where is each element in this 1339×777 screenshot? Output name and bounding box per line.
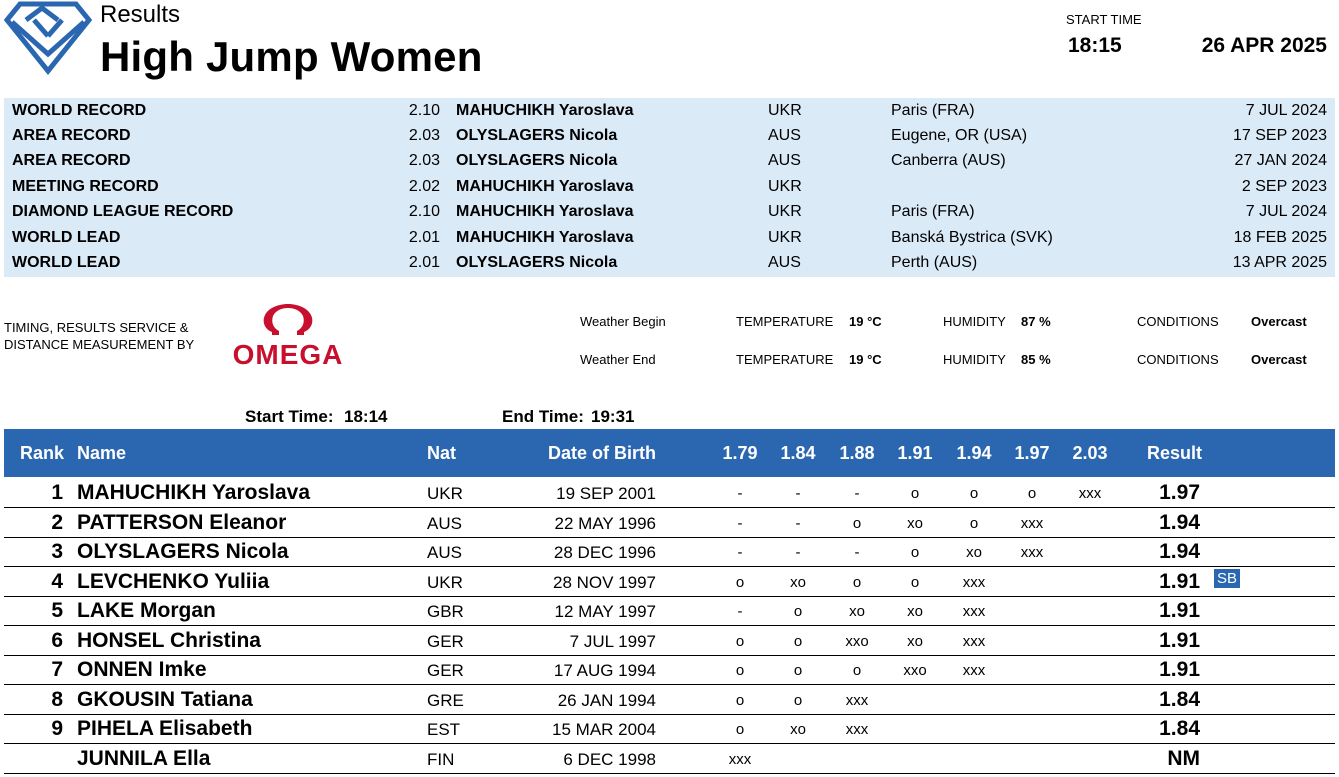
record-venue: Paris (FRA) — [891, 203, 975, 220]
attempt-cell: o — [735, 662, 745, 679]
attempt-cell: o — [910, 485, 920, 502]
record-mark: 2.10 — [408, 203, 440, 220]
attempt-cell: xo — [907, 632, 923, 650]
attempt-cell: o — [852, 514, 862, 532]
athlete-dob: 26 JAN 1994 — [557, 690, 656, 710]
attempt-cell: - — [854, 544, 860, 561]
attempt-cell: - — [854, 485, 860, 502]
record-holder: MAHUCHIKH Yaroslava — [456, 178, 634, 195]
record-venue: Canberra (AUS) — [891, 152, 1006, 169]
start-time-value: 18:15 — [1068, 34, 1122, 57]
athlete-name: MAHUCHIKH Yaroslava — [77, 481, 311, 504]
record-type: WORLD LEAD — [12, 254, 121, 271]
athlete-rank: 6 — [51, 628, 63, 652]
athlete-name: PIHELA Elisabeth — [77, 717, 253, 740]
col-header-rank: Rank — [20, 443, 65, 463]
record-mark: 2.10 — [408, 102, 440, 119]
athlete-name: JUNNILA Ella — [77, 746, 211, 770]
record-venue: Eugene, OR (USA) — [891, 127, 1028, 144]
omega-logo-icon — [222, 303, 354, 369]
attempt-cell: xo — [907, 514, 923, 532]
attempt-cell: o — [735, 632, 745, 650]
athlete-nat: FIN — [427, 749, 455, 769]
table-row — [4, 685, 1335, 715]
attempt-cell: - — [737, 514, 743, 532]
conditions-value: Overcast — [1251, 314, 1307, 329]
record-venue: Banská Bystrica (SVK) — [891, 229, 1053, 246]
athlete-result: 1.84 — [1159, 717, 1200, 740]
record-nat: AUS — [768, 254, 801, 271]
conditions-value: Overcast — [1251, 352, 1307, 367]
athlete-name: GKOUSIN Tatiana — [77, 687, 253, 711]
record-nat: UKR — [768, 203, 802, 220]
conditions-label: CONDITIONS — [1137, 314, 1219, 329]
record-row — [4, 174, 1335, 199]
attempt-cell: - — [795, 544, 801, 561]
attempt-cell: o — [735, 721, 745, 738]
table-row — [4, 537, 1335, 567]
record-nat: AUS — [768, 127, 801, 144]
competition-end-value: 19:31 — [591, 407, 635, 426]
humidity-value: 85 % — [1021, 352, 1051, 367]
table-row — [4, 508, 1335, 538]
record-date: 17 SEP 2023 — [1232, 127, 1327, 144]
attempt-cell: - — [737, 544, 743, 561]
athlete-name: PATTERSON Eleanor — [77, 510, 287, 534]
humidity-label: HUMIDITY — [943, 352, 1006, 367]
record-holder: OLYSLAGERS Nicola — [456, 152, 618, 169]
temperature-value: 19 °C — [849, 352, 882, 367]
omega-wordmark: OMEGA — [232, 339, 344, 369]
athlete-nat: AUS — [427, 513, 462, 533]
competition-start-value: 18:14 — [344, 407, 388, 426]
attempt-cell: xo — [966, 544, 982, 561]
attempt-cell: xxx — [1020, 544, 1044, 561]
athlete-nat: EST — [427, 720, 461, 739]
attempt-cell: o — [793, 662, 803, 679]
record-holder: OLYSLAGERS Nicola — [456, 127, 618, 144]
athlete-result: 1.91 — [1159, 599, 1200, 622]
attempt-cell: xxx — [1078, 485, 1102, 502]
athlete-nat: UKR — [427, 484, 463, 503]
athlete-dob: 15 MAR 2004 — [552, 720, 656, 739]
attempt-cell: xo — [907, 603, 923, 620]
athlete-name: OLYSLAGERS Nicola — [77, 540, 289, 563]
record-holder: MAHUCHIKH Yaroslava — [456, 102, 634, 119]
athlete-dob: 28 DEC 1996 — [553, 543, 656, 562]
record-mark: 2.01 — [408, 254, 440, 271]
table-row — [4, 714, 1335, 744]
athlete-result: 1.94 — [1159, 510, 1200, 534]
record-row — [4, 123, 1335, 148]
athlete-dob: 7 JUL 1997 — [569, 631, 656, 651]
athlete-rank: 8 — [51, 687, 63, 711]
col-header-result: Result — [1147, 443, 1203, 463]
record-date: 13 APR 2025 — [1232, 254, 1327, 271]
record-type: AREA RECORD — [12, 152, 131, 169]
record-venue: Perth (AUS) — [891, 254, 978, 271]
record-nat: AUS — [768, 152, 801, 169]
record-date: 7 JUL 2024 — [1245, 102, 1327, 119]
page-subtitle: Results — [100, 1, 181, 28]
record-row — [4, 225, 1335, 250]
record-mark: 2.03 — [408, 152, 440, 169]
attempt-cell: - — [737, 603, 743, 620]
attempt-cell: xxx — [1020, 514, 1044, 532]
record-date: 18 FEB 2025 — [1233, 229, 1327, 246]
record-date: 7 JUL 2024 — [1245, 203, 1327, 220]
table-row — [4, 596, 1335, 626]
diamond-league-logo-icon — [4, 0, 92, 76]
timing-credit — [4, 319, 194, 353]
athlete-dob: 19 SEP 2001 — [556, 484, 656, 503]
athlete-rank: 1 — [51, 481, 63, 504]
col-header-height: 1.84 — [780, 443, 816, 463]
attempt-cell: o — [1027, 485, 1037, 502]
athlete-rank: 7 — [51, 658, 63, 681]
table-row — [4, 744, 1335, 774]
attempt-cell: o — [910, 573, 920, 591]
conditions-label: CONDITIONS — [1137, 352, 1219, 367]
col-header-name: Name — [77, 443, 127, 463]
athlete-dob: 22 MAY 1996 — [554, 513, 656, 533]
attempt-cell: o — [969, 485, 979, 502]
event-date: 26 APR 2025 — [1201, 34, 1327, 57]
attempt-cell: - — [737, 485, 743, 502]
col-header-height: 1.97 — [1014, 443, 1050, 463]
athlete-name: ONNEN Imke — [77, 658, 207, 681]
athlete-dob: 17 AUG 1994 — [553, 661, 656, 680]
record-date: 27 JAN 2024 — [1234, 152, 1327, 169]
record-type: WORLD RECORD — [12, 102, 147, 119]
athlete-nat: GBR — [427, 602, 464, 621]
attempt-cell: xxx — [962, 573, 986, 591]
athlete-result: 1.91 — [1159, 569, 1200, 593]
record-row — [4, 199, 1335, 224]
table-row — [4, 626, 1335, 656]
athlete-dob: 12 MAY 1997 — [554, 602, 656, 621]
record-mark: 2.01 — [408, 229, 440, 246]
attempt-cell: xo — [790, 573, 806, 591]
competition-start-label: Start Time: — [245, 407, 334, 426]
record-mark: 2.02 — [408, 178, 440, 195]
attempt-cell: o — [735, 691, 745, 709]
table-row — [4, 567, 1335, 597]
record-nat: UKR — [768, 229, 802, 246]
athlete-name: LEVCHENKO Yuliia — [77, 569, 270, 593]
attempt-cell: o — [793, 691, 803, 709]
record-venue: Paris (FRA) — [891, 102, 975, 119]
col-header-height: 1.91 — [897, 443, 933, 463]
weather-end-label: Weather End — [580, 352, 656, 367]
record-row — [4, 98, 1335, 123]
athlete-name: LAKE Morgan — [77, 599, 216, 622]
col-header-height: 1.88 — [839, 443, 875, 463]
athlete-rank: 4 — [51, 569, 63, 593]
attempt-cell: o — [852, 573, 862, 591]
attempt-cell: o — [793, 603, 803, 620]
record-nat: UKR — [768, 178, 802, 195]
athlete-name: HONSEL Christina — [77, 628, 261, 652]
attempt-cell: o — [735, 573, 745, 591]
attempt-cell: xo — [849, 603, 865, 620]
attempt-cell: xxx — [845, 721, 869, 738]
temperature-label: TEMPERATURE — [736, 352, 834, 367]
athlete-result: 1.97 — [1159, 481, 1200, 504]
results-table-header — [4, 429, 1335, 477]
athlete-dob: 6 DEC 1998 — [563, 749, 656, 769]
attempt-cell: xxo — [903, 662, 927, 679]
record-holder: MAHUCHIKH Yaroslava — [456, 229, 634, 246]
humidity-value: 87 % — [1021, 314, 1051, 329]
record-type: AREA RECORD — [12, 127, 131, 144]
athlete-rank: 5 — [51, 599, 63, 622]
athlete-result: 1.94 — [1159, 540, 1200, 563]
competition-end-label: End Time: — [502, 407, 584, 426]
attempt-cell: o — [852, 662, 862, 679]
athlete-dob: 28 NOV 1997 — [552, 572, 656, 592]
athlete-nat: GER — [427, 631, 464, 651]
col-header-height: 1.79 — [722, 443, 758, 463]
temperature-value: 19 °C — [849, 314, 882, 329]
table-row — [4, 478, 1335, 508]
temperature-label: TEMPERATURE — [736, 314, 834, 329]
table-row — [4, 655, 1335, 685]
record-type: MEETING RECORD — [12, 178, 159, 195]
attempt-cell: - — [795, 485, 801, 502]
attempt-cell: xxx — [845, 691, 869, 709]
weather-begin-label: Weather Begin — [580, 314, 666, 329]
record-date: 2 SEP 2023 — [1241, 178, 1327, 195]
athlete-nat: GER — [427, 661, 464, 680]
record-nat: UKR — [768, 102, 802, 119]
timing-credit-line: DISTANCE MEASUREMENT BY — [4, 337, 195, 352]
col-header-dob: Date of Birth — [548, 443, 656, 463]
col-header-nat: Nat — [427, 443, 457, 463]
athlete-result: NM — [1167, 746, 1200, 770]
start-time-label: START TIME — [1066, 12, 1142, 27]
athlete-nat: UKR — [427, 572, 463, 592]
attempt-cell: o — [910, 544, 920, 561]
athlete-rank: 2 — [51, 510, 63, 534]
attempt-cell: xxx — [962, 603, 986, 620]
attempt-cell: o — [793, 632, 803, 650]
attempt-cell: xxx — [962, 632, 986, 650]
athlete-nat: AUS — [427, 543, 462, 562]
athlete-rank: 3 — [51, 540, 63, 563]
athlete-result: 1.91 — [1159, 658, 1200, 681]
athlete-result: 1.84 — [1159, 687, 1200, 711]
record-holder: OLYSLAGERS Nicola — [456, 254, 618, 271]
record-holder: MAHUCHIKH Yaroslava — [456, 203, 634, 220]
athlete-result: 1.91 — [1159, 628, 1200, 652]
record-type: WORLD LEAD — [12, 229, 121, 246]
attempt-cell: - — [795, 514, 801, 532]
athlete-nat: GRE — [427, 690, 464, 710]
attempt-cell: xo — [790, 721, 806, 738]
col-header-height: 2.03 — [1072, 443, 1108, 463]
athlete-rank: 9 — [51, 717, 63, 740]
attempt-cell: xxx — [962, 662, 986, 679]
attempt-cell: xxx — [728, 750, 752, 768]
record-row — [4, 148, 1335, 173]
record-type: DIAMOND LEAGUE RECORD — [12, 203, 234, 220]
col-header-height: 1.94 — [956, 443, 992, 463]
humidity-label: HUMIDITY — [943, 314, 1006, 329]
timing-credit-line: TIMING, RESULTS SERVICE & — [4, 320, 189, 335]
record-mark: 2.03 — [408, 127, 440, 144]
season-best-badge: SB — [1214, 569, 1240, 588]
attempt-cell: xxo — [845, 632, 869, 650]
records-panel — [4, 98, 1335, 277]
attempt-cell: o — [969, 514, 979, 532]
record-row — [4, 250, 1335, 275]
page-title: High Jump Women — [100, 33, 483, 80]
